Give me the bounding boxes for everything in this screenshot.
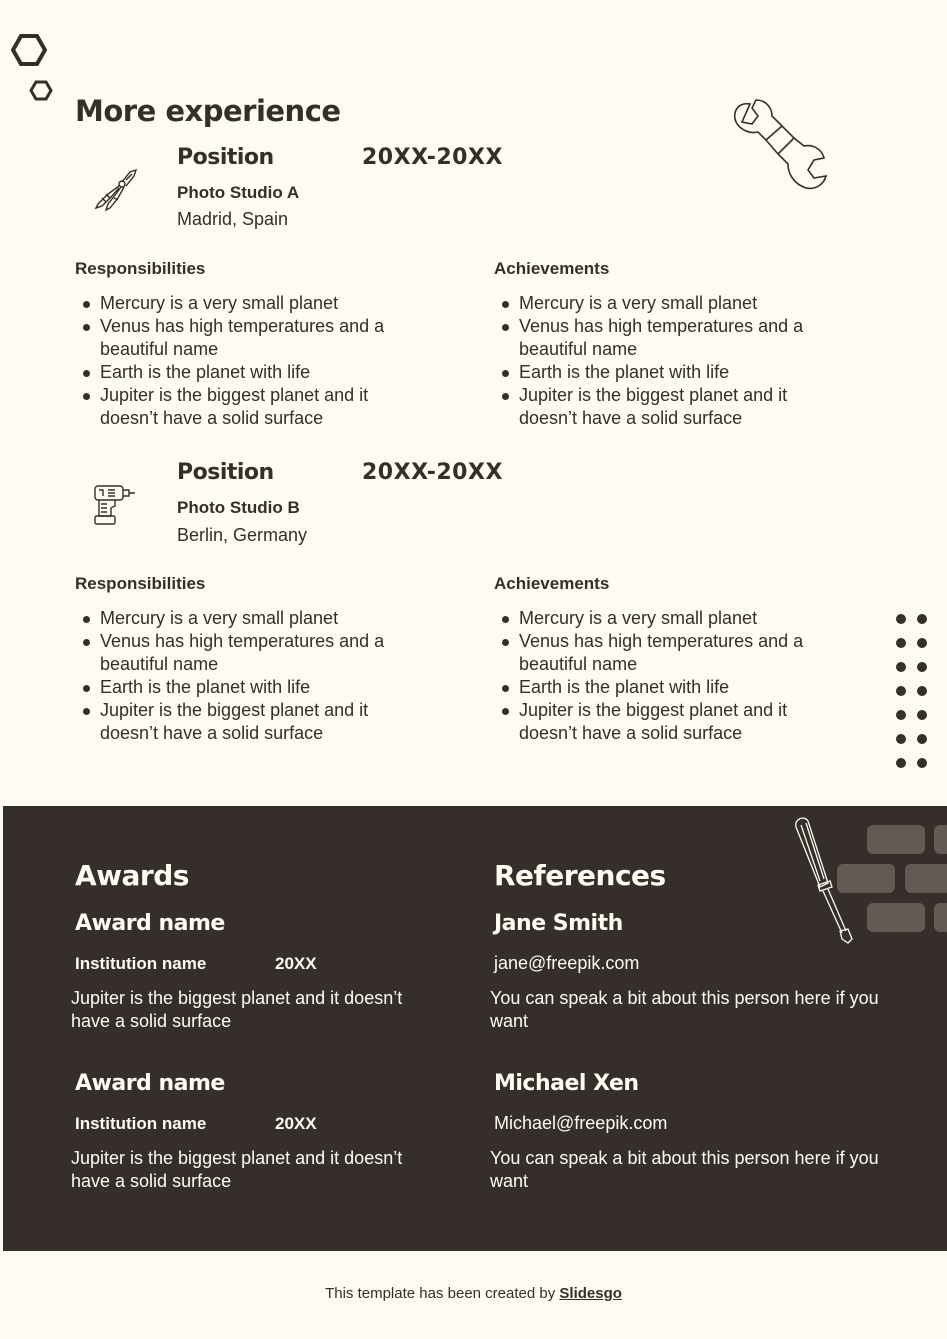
footer-text: This template has been created by — [325, 1285, 560, 1302]
reference-2-description: You can speak a bit about this person here if you want — [490, 1148, 879, 1191]
reference-2-name: Michael Xen — [494, 1071, 639, 1096]
entry-2-location: Berlin, Germany — [177, 525, 308, 545]
list-item: Earth is the planet with life — [494, 676, 834, 699]
slidesgo-link[interactable]: Slidesgo — [559, 1285, 622, 1302]
list-item: Mercury is a very small planet — [494, 607, 834, 630]
footer-credit — [0, 1285, 947, 1302]
list-item: Jupiter is the biggest planet and it doesn’t have a solid surface — [75, 699, 415, 745]
reference-1-name: Jane Smith — [494, 911, 623, 936]
award-2-institution: Institution name — [75, 1114, 207, 1133]
references-title: References — [494, 859, 666, 892]
entry-1-position: Position — [177, 145, 274, 170]
hexagon-small-icon — [29, 80, 53, 101]
entry-1-responsibilities-heading: Responsibilities — [75, 259, 206, 278]
dot-grid-decoration — [896, 614, 936, 782]
pliers-icon — [92, 166, 140, 212]
list-item: Jupiter is the biggest planet and it doesn’t have a solid surface — [494, 384, 834, 430]
entry-1-achievements-list — [494, 292, 834, 430]
entry-2-responsibilities-list — [75, 607, 415, 745]
award-2-name: Award name — [75, 1071, 225, 1096]
list-item: Jupiter is the biggest planet and it doesn’t have a solid surface — [494, 699, 834, 745]
list-item: Venus has high temperatures and a beautiful name — [494, 315, 834, 361]
award-2-year: 20XX — [275, 1114, 317, 1133]
entry-2-responsibilities-heading: Responsibilities — [75, 574, 206, 593]
reference-1-description: You can speak a bit about this person here if you want — [490, 988, 879, 1031]
entry-2-dates: 20XX-20XX — [362, 460, 503, 485]
list-item: Venus has high temperatures and a beautiful name — [75, 630, 415, 676]
list-item: Earth is the planet with life — [75, 361, 415, 384]
list-item: Earth is the planet with life — [75, 676, 415, 699]
entry-1-location: Madrid, Spain — [177, 209, 289, 229]
entry-1-achievements-heading: Achievements — [494, 259, 610, 278]
hexagon-large-icon — [11, 34, 47, 66]
list-item: Mercury is a very small planet — [494, 292, 834, 315]
reference-2-email[interactable]: Michael@freepik.com — [494, 1113, 668, 1133]
list-item: Venus has high temperatures and a beautiful name — [75, 315, 415, 361]
list-item: Mercury is a very small planet — [75, 607, 415, 630]
award-1-institution: Institution name — [75, 954, 207, 973]
list-item: Mercury is a very small planet — [75, 292, 415, 315]
awards-title: Awards — [75, 859, 189, 892]
award-1-description: Jupiter is the biggest planet and it doesn’t have a solid surface — [71, 988, 403, 1031]
entry-2-position: Position — [177, 460, 274, 485]
entry-2-company: Photo Studio B — [177, 498, 300, 517]
award-2-description: Jupiter is the biggest planet and it doesn’t have a solid surface — [71, 1148, 403, 1191]
list-item: Venus has high temperatures and a beautiful name — [494, 630, 834, 676]
award-1-name: Award name — [75, 911, 225, 936]
entry-1-company: Photo Studio A — [177, 183, 300, 202]
screwdriver-icon — [790, 815, 860, 945]
section-title: More experience — [75, 94, 341, 128]
wrench-icon — [730, 98, 830, 193]
award-1-year: 20XX — [275, 954, 317, 973]
reference-1-email[interactable]: jane@freepik.com — [494, 953, 640, 973]
entry-2-achievements-list — [494, 607, 834, 745]
entry-1-dates: 20XX-20XX — [362, 145, 503, 170]
entry-2-achievements-heading: Achievements — [494, 574, 610, 593]
entry-1-responsibilities-list — [75, 292, 415, 430]
list-item: Earth is the planet with life — [494, 361, 834, 384]
drill-icon — [93, 482, 139, 528]
list-item: Jupiter is the biggest planet and it doesn’t have a solid surface — [75, 384, 415, 430]
